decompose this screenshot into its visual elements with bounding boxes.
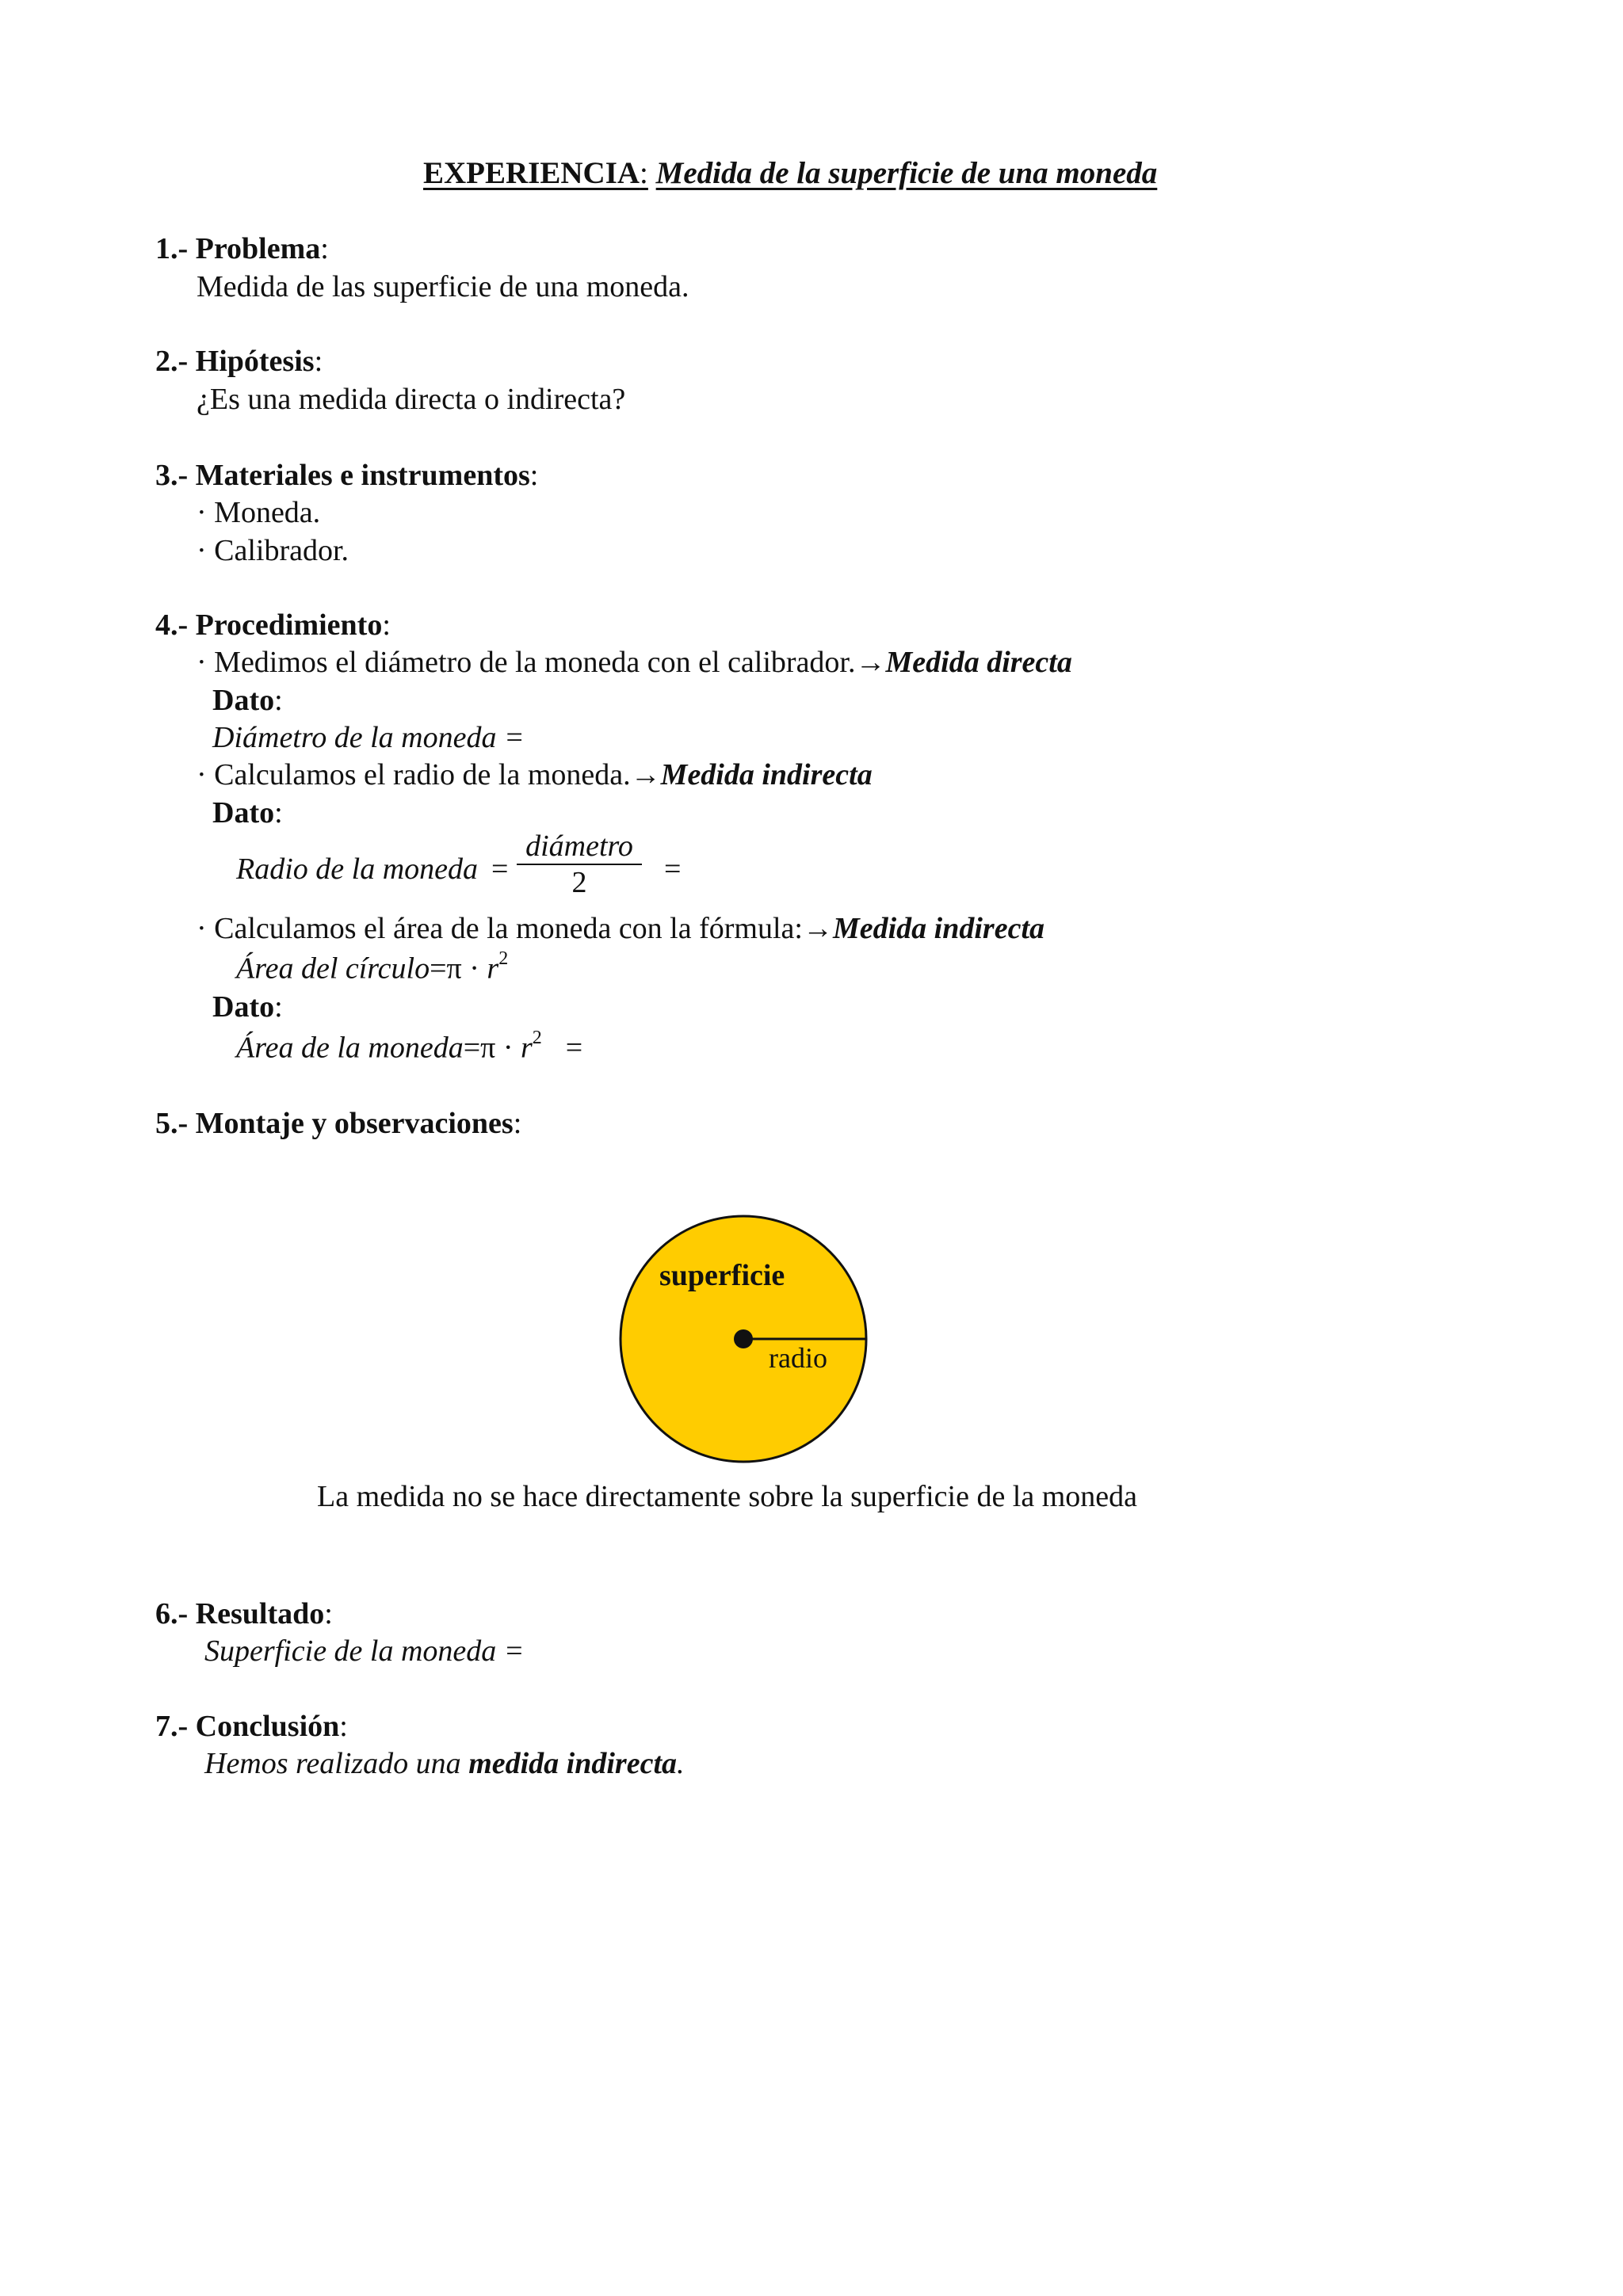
section-number: 3.- [155, 459, 189, 492]
step-text: · Calculamos el área de la moneda con la fórmula: [197, 912, 803, 945]
section-title: Procedimiento [195, 608, 383, 642]
formula-lhs: Área del círculo [236, 952, 430, 986]
dato-label: Dato [212, 990, 275, 1024]
radio-formula-eq: = [491, 852, 509, 886]
section-title: Hipótesis [195, 345, 315, 378]
section-title: Montaje y observaciones [195, 1107, 514, 1140]
formula-tail: = [565, 1031, 583, 1065]
section-1-text: Medida de las superficie de una moneda. [197, 270, 689, 303]
step-1 [197, 645, 1072, 681]
document-title [423, 155, 1157, 193]
section-colon: : [529, 459, 539, 492]
measure-type: Medida indirecta [832, 912, 1045, 945]
dot-operator: · [469, 952, 479, 986]
conclusion-period: . [677, 1747, 685, 1780]
material-item: · Calibrador. [197, 534, 349, 567]
radius-variable: r [520, 1031, 533, 1065]
section-colon: : [324, 1597, 333, 1630]
radius-variable: r [487, 952, 499, 986]
section-title: Problema [195, 232, 321, 265]
dato-colon: : [274, 684, 283, 717]
radio-fraction [517, 830, 642, 901]
area-circulo-formula [236, 948, 509, 987]
section-number: 1.- [155, 232, 189, 265]
section-colon: : [513, 1107, 522, 1140]
radio-label: radio [769, 1342, 827, 1374]
section-colon: : [339, 1710, 348, 1743]
measure-type: Medida indirecta [660, 758, 873, 791]
section-title: Materiales e instrumentos [195, 459, 530, 492]
title-colon: : [640, 156, 648, 190]
section-1-heading [155, 231, 329, 268]
dato-label: Dato [212, 684, 275, 717]
diametro-value: Diámetro de la moneda = [212, 721, 525, 754]
section-number: 4.- [155, 608, 189, 642]
section-2-text: ¿Es una medida directa o indirecta? [197, 383, 626, 416]
pi-symbol: π [480, 1031, 496, 1065]
material-item: · Moneda. [197, 496, 321, 529]
arrow-icon: → [630, 758, 661, 791]
fraction-numerator: diámetro [525, 830, 633, 863]
dato-colon: : [274, 796, 283, 830]
radio-formula-tail: = [664, 852, 682, 886]
section-number: 5.- [155, 1107, 189, 1140]
section-2-heading [155, 344, 323, 380]
arrow-icon: → [802, 912, 833, 945]
formula-eq: = [430, 952, 447, 986]
title-text: Medida de la superficie de una moneda [655, 156, 1158, 190]
coin-diagram [610, 1206, 876, 1472]
conclusion-emphasis: medida indirecta [468, 1747, 677, 1780]
section-colon: : [382, 608, 391, 642]
section-number: 2.- [155, 345, 189, 378]
dato-2 [212, 795, 283, 832]
section-title: Resultado [195, 1597, 325, 1630]
center-dot [734, 1329, 753, 1348]
section-6-heading [155, 1596, 333, 1633]
radio-formula-lhs: Radio de la moneda [236, 852, 479, 886]
section-number: 6.- [155, 1597, 189, 1630]
section-colon: : [314, 345, 323, 378]
formula-eq: = [463, 1031, 481, 1065]
section-6-text: Superficie de la moneda = [204, 1634, 525, 1668]
dato-3 [212, 990, 283, 1026]
step-text: · Medimos el diámetro de la moneda con el calibrador. [197, 646, 856, 679]
exponent: 2 [498, 948, 509, 969]
title-label: EXPERIENCIA [423, 156, 640, 190]
dato-label: Dato [212, 796, 275, 830]
section-5-heading [155, 1106, 521, 1142]
dato-1 [212, 683, 283, 719]
fraction-denominator: 2 [571, 865, 587, 899]
section-7-text [204, 1746, 685, 1783]
dot-operator: · [502, 1031, 514, 1065]
step-text: · Calculamos el radio de la moneda. [197, 758, 631, 791]
measure-type: Medida directa [885, 646, 1072, 679]
conclusion-text: Hemos realizado una [204, 1747, 469, 1780]
pi-symbol: π [446, 952, 462, 986]
section-7-heading [155, 1709, 348, 1745]
section-number: 7.- [155, 1710, 189, 1743]
section-4-heading [155, 608, 391, 644]
section-colon: : [320, 232, 329, 265]
superficie-label: superficie [659, 1259, 785, 1292]
step-3 [197, 911, 1044, 948]
formula-lhs: Área de la moneda [236, 1031, 464, 1065]
diagram-caption: La medida no se hace directamente sobre la superficie de la moneda [317, 1480, 1138, 1513]
step-2 [197, 757, 873, 794]
section-title: Conclusión [195, 1710, 340, 1743]
area-moneda-formula [236, 1030, 582, 1066]
dato-colon: : [274, 990, 283, 1024]
exponent: 2 [532, 1028, 542, 1048]
section-3-heading [155, 458, 538, 494]
arrow-icon: → [855, 646, 886, 679]
